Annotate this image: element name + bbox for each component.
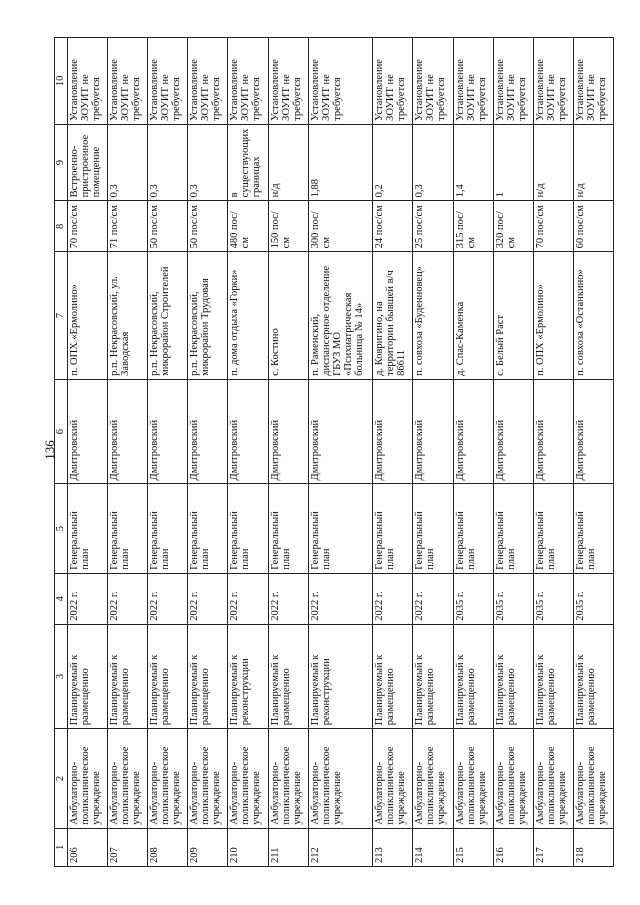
table-cell: 2035 г. — [493, 573, 533, 624]
table-row — [453, 38, 493, 867]
table-cell: Генеральный план — [108, 484, 148, 573]
table-cell: Амбулаторно-поликлиническое учреждение — [228, 729, 268, 828]
table-cell: Генеральный план — [228, 484, 268, 573]
table-cell: Установление ЗОУИТ не требуется — [493, 38, 533, 125]
table-row — [573, 38, 613, 867]
table-row — [188, 38, 228, 867]
table-cell: Амбулаторно-поликлиническое учреждение — [373, 729, 413, 828]
table-cell: 218 — [573, 828, 613, 866]
column-header: 1 — [55, 828, 68, 866]
table-cell: 2035 г. — [573, 573, 613, 624]
facilities-table — [54, 37, 614, 867]
table-cell: Установление ЗОУИТ не требуется — [108, 38, 148, 125]
table-cell: 2035 г. — [533, 573, 573, 624]
table-cell: 213 — [373, 828, 413, 866]
table-cell: 24 пос/см — [373, 201, 413, 252]
table-cell: 1,4 — [453, 124, 493, 201]
table-cell: Амбулаторно-поликлиническое учреждение — [493, 729, 533, 828]
table-cell: с. Костино — [268, 252, 308, 380]
table-row — [268, 38, 308, 867]
table-cell: Амбулаторно-поликлиническое учреждение — [148, 729, 188, 828]
table-cell: 0,3 — [413, 124, 453, 201]
table-cell: 0,3 — [108, 124, 148, 201]
table-cell: 480 пос/см — [228, 201, 268, 252]
table-cell: Планируемый к размещению — [108, 624, 148, 729]
table-row — [148, 38, 188, 867]
table-cell: Встроенно-пристроенное помещение — [68, 124, 108, 201]
column-header: 3 — [55, 624, 68, 729]
table-cell: Установление ЗОУИТ не требуется — [573, 38, 613, 125]
table-row — [373, 38, 413, 867]
table-cell: Дмитровский — [188, 379, 228, 484]
table-cell: Установление ЗОУИТ не требуется — [308, 38, 373, 125]
table-cell: Амбулаторно-поликлиническое учреждение — [453, 729, 493, 828]
page-number: 136 — [42, 440, 57, 460]
table-row — [533, 38, 573, 867]
table-cell: 2022 г. — [268, 573, 308, 624]
table-cell: Дмитровский — [228, 379, 268, 484]
table-cell: 0,3 — [188, 124, 228, 201]
table-cell: Планируемый к размещению — [148, 624, 188, 729]
table-cell: Установление ЗОУИТ не требуется — [188, 38, 228, 125]
table-cell: 2022 г. — [148, 573, 188, 624]
table-cell: Установление ЗОУИТ не требуется — [413, 38, 453, 125]
table-cell: 214 — [413, 828, 453, 866]
table-cell: Амбулаторно-поликлиническое учреждение — [268, 729, 308, 828]
table-cell: н/д — [573, 124, 613, 201]
table-cell: Планируемый к размещению — [453, 624, 493, 729]
table-cell: 208 — [148, 828, 188, 866]
table-cell: Амбулаторно-поликлиническое учреждение — [573, 729, 613, 828]
table-cell: р.п. Некрасовский, микрорайон Строителей — [148, 252, 188, 380]
table-cell: Генеральный план — [373, 484, 413, 573]
table-cell: п. совхоза «Буденновец» — [413, 252, 453, 380]
table-cell: Генеральный план — [453, 484, 493, 573]
column-header: 7 — [55, 252, 68, 380]
table-cell: 2035 г. — [453, 573, 493, 624]
table-cell: Дмитровский — [268, 379, 308, 484]
table-cell: Дмитровский — [453, 379, 493, 484]
table-cell: Амбулаторно-поликлиническое учреждение — [108, 729, 148, 828]
table-cell: п. ОПХ «Ермолино» — [68, 252, 108, 380]
table-cell: д. Ковригино, на территории бывшей в/ч 86611 — [373, 252, 413, 380]
column-header: 4 — [55, 573, 68, 624]
table-cell: Установление ЗОУИТ не требуется — [148, 38, 188, 125]
table-cell: 215 — [453, 828, 493, 866]
table-cell: Дмитровский — [108, 379, 148, 484]
table-cell: Планируемый к размещению — [68, 624, 108, 729]
table-cell: 50 пос/см — [148, 201, 188, 252]
table-cell: д. Спас-Каменка — [453, 252, 493, 380]
table-cell: 50 пос/см — [188, 201, 228, 252]
table-cell: 206 — [68, 828, 108, 866]
header-row — [55, 38, 68, 867]
table-cell: 70 пос/см — [68, 201, 108, 252]
table-cell: п. совхоза «Останкино» — [573, 252, 613, 380]
table-cell: 25 пос/см — [413, 201, 453, 252]
table-cell: Дмитровский — [68, 379, 108, 484]
table-cell: Генеральный план — [188, 484, 228, 573]
table-cell: 2022 г. — [228, 573, 268, 624]
table-cell: 2022 г. — [68, 573, 108, 624]
table-cell: Планируемый к размещению — [533, 624, 573, 729]
table-cell: 209 — [188, 828, 228, 866]
table-cell: п. Раменский, диспансерное отделение ГБУЗ МО «Психиатрическая больница № 14» — [308, 252, 373, 380]
table-cell: Генеральный план — [268, 484, 308, 573]
table-cell: 0,2 — [373, 124, 413, 201]
table-cell: Дмитровский — [308, 379, 373, 484]
table-cell: Амбулаторно-поликлиническое учреждение — [68, 729, 108, 828]
table-cell: 2022 г. — [413, 573, 453, 624]
table-cell: п. дома отдыха «Горки» — [228, 252, 268, 380]
table-cell: Генеральный план — [413, 484, 453, 573]
table-cell: Дмитровский — [373, 379, 413, 484]
table-cell: 2022 г. — [108, 573, 148, 624]
table-cell: Дмитровский — [413, 379, 453, 484]
table-cell: Генеральный план — [493, 484, 533, 573]
column-header: 8 — [55, 201, 68, 252]
table-cell: 315 пос/см — [453, 201, 493, 252]
table-cell: п. ОПХ «Ермолино» — [533, 252, 573, 380]
column-header: 10 — [55, 38, 68, 125]
table-row — [413, 38, 453, 867]
table-cell: Установление ЗОУИТ не требуется — [533, 38, 573, 125]
table-cell: Планируемый к реконструкции — [228, 624, 268, 729]
facilities-table-wrapper — [54, 37, 614, 867]
table-cell: Планируемый к размещению — [413, 624, 453, 729]
table-row — [108, 38, 148, 867]
table-cell: с. Белый Раст — [493, 252, 533, 380]
table-row — [308, 38, 373, 867]
table-cell: Генеральный план — [148, 484, 188, 573]
table-cell: Установление ЗОУИТ не требуется — [228, 38, 268, 125]
table-cell: Дмитровский — [533, 379, 573, 484]
table-cell: Дмитровский — [573, 379, 613, 484]
table-cell: Генеральный план — [573, 484, 613, 573]
table-cell: р.п. Некрасовский, ул. Заводская — [108, 252, 148, 380]
column-header: 9 — [55, 124, 68, 201]
table-cell: 320 пос/см — [493, 201, 533, 252]
table-cell: Генеральный план — [533, 484, 573, 573]
table-cell: 207 — [108, 828, 148, 866]
table-row — [228, 38, 268, 867]
table-cell: 0,3 — [148, 124, 188, 201]
table-cell: 211 — [268, 828, 308, 866]
column-header: 2 — [55, 729, 68, 828]
table-cell: Планируемый к реконструкции — [308, 624, 373, 729]
table-cell: р.п. Некрасовский, микрорайон Трудовая — [188, 252, 228, 380]
table-cell: 300 пос/см — [308, 201, 373, 252]
table-cell: Амбулаторно-поликлиническое учреждение — [188, 729, 228, 828]
table-body — [68, 38, 614, 867]
table-cell: 212 — [308, 828, 373, 866]
table-cell: в существующих границах — [228, 124, 268, 201]
table-cell: 216 — [493, 828, 533, 866]
table-cell: Амбулаторно-поликлиническое учреждение — [308, 729, 373, 828]
table-cell: Установление ЗОУИТ не требуется — [268, 38, 308, 125]
table-cell: 210 — [228, 828, 268, 866]
table-cell: 70 пос/см — [533, 201, 573, 252]
table-cell: 2022 г. — [188, 573, 228, 624]
table-cell: 1,88 — [308, 124, 373, 201]
table-cell: Планируемый к размещению — [188, 624, 228, 729]
table-cell: Планируемый к размещению — [268, 624, 308, 729]
table-cell: 2022 г. — [373, 573, 413, 624]
table-cell: н/д — [533, 124, 573, 201]
table-cell: Генеральный план — [308, 484, 373, 573]
table-cell: Установление ЗОУИТ не требуется — [453, 38, 493, 125]
table-cell: Планируемый к размещению — [573, 624, 613, 729]
table-cell: Установление ЗОУИТ не требуется — [68, 38, 108, 125]
table-cell: 60 пос/см — [573, 201, 613, 252]
table-cell: Установление ЗОУИТ не требуется — [373, 38, 413, 125]
table-cell: Планируемый к размещению — [373, 624, 413, 729]
column-header: 6 — [55, 379, 68, 484]
table-cell: 71 пос/см — [108, 201, 148, 252]
table-cell: 217 — [533, 828, 573, 866]
table-cell: Амбулаторно-поликлиническое учреждение — [533, 729, 573, 828]
table-cell: Планируемый к размещению — [493, 624, 533, 729]
table-cell: Дмитровский — [148, 379, 188, 484]
table-cell: 150 пос/см — [268, 201, 308, 252]
table-cell: 1 — [493, 124, 533, 201]
column-header: 5 — [55, 484, 68, 573]
table-row — [68, 38, 108, 867]
table-cell: 2022 г. — [308, 573, 373, 624]
table-row — [493, 38, 533, 867]
table-cell: Амбулаторно-поликлиническое учреждение — [413, 729, 453, 828]
table-cell: н/д — [268, 124, 308, 201]
table-cell: Дмитровский — [493, 379, 533, 484]
table-cell: Генеральный план — [68, 484, 108, 573]
